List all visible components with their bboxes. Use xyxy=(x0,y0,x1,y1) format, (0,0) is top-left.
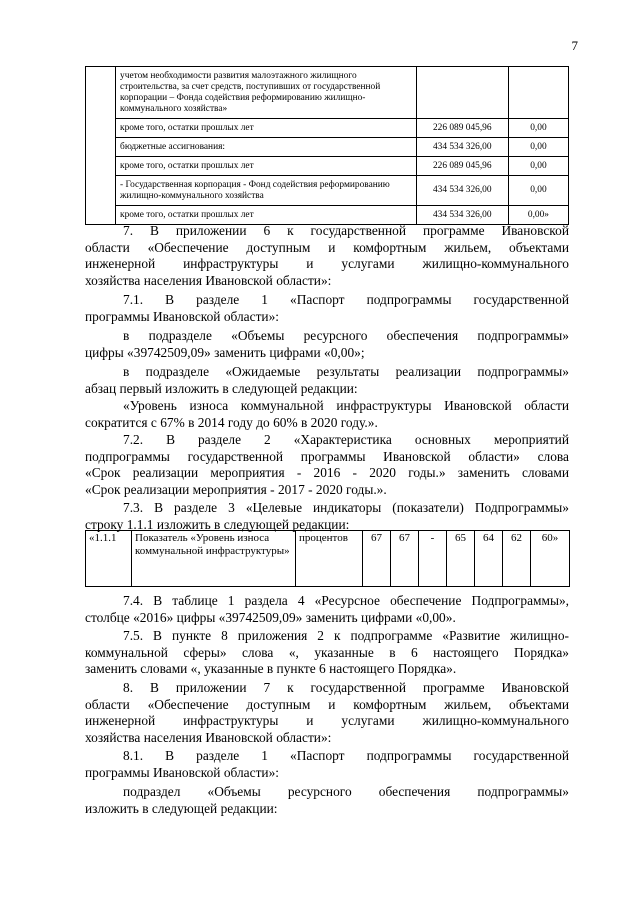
text-line: коммунальной сферы» слова «, указанные в 6 настоящего Порядка» xyxy=(85,644,569,660)
table-cell-value: 226 089 045,96 xyxy=(416,119,508,138)
text-line: 8. В приложении 7 к государственной программе Ивановской xyxy=(123,680,569,695)
text-line: программы Ивановской области»: xyxy=(85,308,279,324)
paragraph-7-2 xyxy=(85,432,569,498)
text-line: 8.1. В разделе 1 «Паспорт подпрограммы государственной xyxy=(123,748,569,763)
table-cell-value: 0,00 xyxy=(508,157,568,176)
table-cell-value: 0,00 xyxy=(508,176,568,206)
paragraph-8 xyxy=(85,680,569,746)
paragraph-7-4 xyxy=(85,593,569,626)
table-cell-value: 434 534 326,00 xyxy=(416,206,508,225)
text-line: 7.2. В разделе 2 «Характеристика основных мероприятий xyxy=(123,432,569,447)
text-line: хозяйства населения Ивановской области»: xyxy=(85,272,332,288)
text-line: «Уровень износа коммунальной инфраструктуры Ивановской области xyxy=(123,398,569,413)
text-line: в подразделе «Ожидаемые результаты реализации подпрограммы» xyxy=(123,364,569,379)
paragraph-7-1-b xyxy=(85,364,569,397)
table-cell-value xyxy=(416,67,508,119)
page-number: 7 xyxy=(571,38,578,53)
table-row xyxy=(86,176,569,206)
table-cell-text: - Государственная корпорация - Фонд содействия реформированию жилищно-коммунального хозяйства xyxy=(116,176,417,206)
text-line: 7. В приложении 6 к государственной программе Ивановской xyxy=(123,223,569,238)
table-cell-value: 434 534 326,00 xyxy=(416,138,508,157)
indicator-unit: процентов xyxy=(296,531,363,587)
paragraph-7-3 xyxy=(85,500,569,533)
indicator-value: 67 xyxy=(363,531,391,587)
text-line: столбце «2016» цифры «39742509,09» заменить цифрами «0,00». xyxy=(85,609,456,625)
table-row xyxy=(86,531,570,587)
text-line: программы Ивановской области»: xyxy=(85,764,279,780)
text-line: 7.4. В таблице 1 раздела 4 «Ресурсное обеспечение Подпрограммы», xyxy=(123,593,569,608)
text-line: подраздел «Объемы ресурсного обеспечения подпрограммы» xyxy=(123,784,569,799)
table-row xyxy=(86,67,569,119)
table-cell-value: 0,00 xyxy=(508,138,568,157)
text-line: подпрограммы государственной программы Ивановской области» слова xyxy=(85,448,569,464)
indicator-value: 67 xyxy=(391,531,419,587)
empty-cell xyxy=(86,67,116,225)
paragraph-7-1-a xyxy=(85,328,569,361)
text-line: 7.1. В разделе 1 «Паспорт подпрограммы государственной xyxy=(123,292,569,307)
indicator-code: «1.1.1 xyxy=(86,531,132,587)
table-row xyxy=(86,206,569,225)
text-line: области «Обеспечение доступным и комфортным жильем, объектами xyxy=(85,696,569,712)
paragraph-7-5 xyxy=(85,628,569,678)
text-line: 7.3. В разделе 3 «Целевые индикаторы (показатели) Подпрограммы» xyxy=(123,500,569,515)
indicator-name: Показатель «Уровень износа коммунальной инфраструктуры» xyxy=(132,531,296,587)
table-cell-text: кроме того, остатки прошлых лет xyxy=(116,157,417,176)
indicator-value: 62 xyxy=(503,531,531,587)
text-line: изложить в следующей редакции: xyxy=(85,800,278,816)
text-line: «Срок реализации мероприятия - 2016 - 2020 годы.» заменить словами xyxy=(85,465,569,481)
budget-table xyxy=(85,66,569,225)
text-line: цифры «39742509,09» заменить цифрами «0,00»; xyxy=(85,344,365,360)
table-cell-value: 434 534 326,00 xyxy=(416,176,508,206)
indicator-value: 64 xyxy=(475,531,503,587)
table-row xyxy=(86,138,569,157)
table-cell-text: кроме того, остатки прошлых лет xyxy=(116,206,417,225)
text-line: заменить словами «, указанные в пункте 6 настоящего Порядка». xyxy=(85,661,457,677)
indicator-table xyxy=(85,530,570,587)
indicator-value: - xyxy=(419,531,447,587)
table-cell-text: учетом необходимости развития малоэтажного жилищного строительства, за счет средств, поступивших от государственной корпорации – Фонда содействия реформированию жилищно-коммунального хозяйства» xyxy=(116,67,417,119)
table-cell-value: 0,00» xyxy=(508,206,568,225)
text-line: в подразделе «Объемы ресурсного обеспечения подпрограммы» xyxy=(123,328,569,343)
paragraph-7 xyxy=(85,223,569,289)
table-cell-value xyxy=(508,67,568,119)
indicator-value: 65 xyxy=(447,531,475,587)
table-cell-text: кроме того, остатки прошлых лет xyxy=(116,119,417,138)
indicator-value: 60» xyxy=(531,531,570,587)
paragraph-8-1 xyxy=(85,748,569,781)
paragraph-8-1-a xyxy=(85,784,569,817)
text-line: хозяйства населения Ивановской области»: xyxy=(85,729,332,745)
paragraph-7-1 xyxy=(85,292,569,325)
table-row xyxy=(86,119,569,138)
text-line: «Срок реализации мероприятия - 2017 - 2020 годы.». xyxy=(85,481,387,497)
table-cell-value: 226 089 045,96 xyxy=(416,157,508,176)
text-line: области «Обеспечение доступным и комфортным жильем, объектами xyxy=(85,239,569,255)
text-line: абзац первый изложить в следующей редакции: xyxy=(85,380,358,396)
text-line: инженерной инфраструктуры и услугами жилищно-коммунального xyxy=(85,256,569,272)
text-line: инженерной инфраструктуры и услугами жилищно-коммунального xyxy=(85,713,569,729)
text-line: строку 1.1.1 изложить в следующей редакции: xyxy=(85,516,350,532)
paragraph-7-1-c xyxy=(85,398,569,431)
table-row xyxy=(86,157,569,176)
text-line: 7.5. В пункте 8 приложения 2 к подпрограмме «Развитие жилищно- xyxy=(123,628,569,643)
table-cell-value: 0,00 xyxy=(508,119,568,138)
text-line: сократится с 67% в 2014 году до 60% в 2020 году.». xyxy=(85,414,378,430)
table-cell-text: бюджетные ассигнования: xyxy=(116,138,417,157)
